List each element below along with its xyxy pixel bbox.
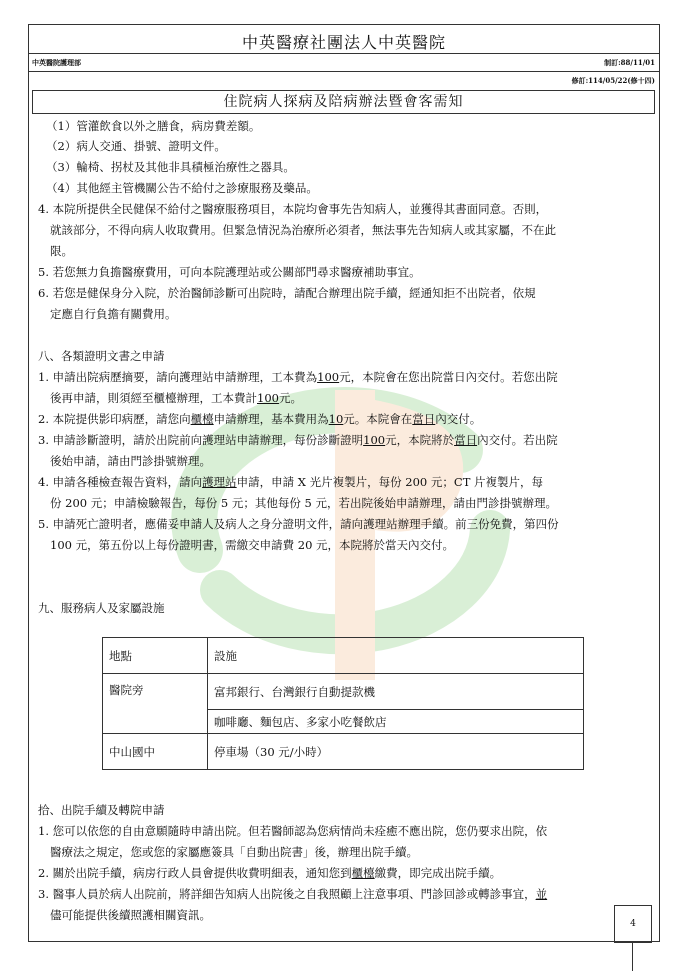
section8-item4-line1: 4. 申請各種檢查報告資料，請向護理站申請，申請 X 光片複製片，每份 200 元；CT 片複製片，每 [38,475,544,489]
facility-table [102,637,584,770]
paragraph-line: 5. 若您無力負擔醫療費用，可向本院護理站或公關部門尋求醫療補助事宜。 [38,265,421,279]
section8-item3-line2: 後始申請，請由門診掛號辦理。 [50,454,211,468]
section8-item1-line1: 1. 申請出院病歷摘要，請向護理站申請辦理，工本費為100元，本院會在您出院當日內交付。若您出院 [38,370,558,384]
table-row [103,674,584,710]
revised-date: 修訂:114/05/22(修十四) [571,76,655,85]
footer-line [632,943,633,971]
intro-item: （2）病人交通、掛號、證明文件。 [46,139,226,153]
table-cell-facility: 富邦銀行、台灣銀行自動提款機 [208,674,584,710]
table-header-cell: 設施 [208,638,584,674]
intro-item: （4）其他經主管機關公告不給付之診療服務及藥品。 [46,181,318,195]
table-header-cell: 地點 [103,638,208,674]
document-title: 住院病人探病及陪病辦法暨會客需知 [32,90,655,114]
header-divider-2 [28,71,660,72]
created-date: 制訂:88/11/01 [604,58,655,67]
section-heading: 拾、出院手續及轉院申請 [38,803,165,817]
section10-item1-line2: 醫療法之規定，您或您的家屬應簽具「自動出院書」後，辦理出院手續。 [50,845,418,859]
section8-item2: 2. 本院提供影印病歷，請您向櫃檯申請辦理，基本費用為10元。本院會在當日內交付。 [38,412,482,426]
table-row [103,638,584,674]
section8-item3-line1: 3. 申請診斷證明，請於出院前向護理站申請辦理，每份診斷證明100元，本院將於當日內交付。若出院 [38,433,558,447]
page-number: 4 [614,905,652,943]
section10-item2: 2. 關於出院手續，病房行政人員會提供收費明細表，通知您到櫃檯繳費，即完成出院手續。 [38,866,502,880]
section8-item4-line2: 份 200 元；申請檢驗報告，每份 5 元；其他每份 5 元，若出院後始申請辦理，請由門診掛號辦理。 [50,496,558,510]
table-cell-place: 醫院旁 [103,674,208,734]
table-cell-facility: 停車場（30 元/小時） [208,734,584,770]
hospital-name: 中英醫療社團法人中英醫院 [241,33,446,52]
intro-item: （1）管灌飲食以外之膳食，病房費差額。 [46,119,261,133]
section8-item1-line2: 後再申請，則須經至櫃檯辦理，工本費計100元。 [50,391,302,405]
paragraph-line: 定應自行負擔有關費用。 [50,307,177,321]
header-divider [28,53,660,54]
paragraph-line: 4. 本院所提供全民健保不給付之醫療服務項目，本院均會事先告知病人，並獲得其書面同意。否則， [38,202,548,216]
section10-item3-line1: 3. 醫事人員於病人出院前，將詳細告知病人出院後之自我照顧上注意事項、門診回診或轉診事宜，並 [38,887,548,901]
section-heading: 九、服務病人及家屬設施 [38,601,165,615]
department-label: 中英醫院護理部 [32,58,81,67]
paragraph-line: 限。 [50,244,73,258]
section-heading: 八、各類證明文書之申請 [38,349,165,363]
paragraph-line: 6. 若您是健保身分入院，於治醫師診斷可出院時，請配合辦理出院手續，經通知拒不出院者，依規 [38,286,536,300]
paragraph-line: 就該部分，不得向病人收取費用。但緊急情況為治療所必須者，無法事先告知病人或其家屬，不在此 [50,223,556,237]
section10-item3-line2: 儘可能提供後續照護相關資訊。 [50,908,211,922]
section8-item5-line1: 5. 申請死亡證明者，應備妥申請人及病人之身分證明文件，請向護理站辦理手續。前三份免費，第四份 [38,517,559,531]
table-cell-facility: 咖啡廳、麵包店、多家小吃餐飲店 [208,710,584,734]
section10-item1-line1: 1. 您可以依您的自由意願隨時申請出院。但若醫師認為您病情尚未痊癒不應出院，您仍要求出院，依 [38,824,548,838]
section8-item5-line2: 100 元，第五份以上每份證明書，需繳交申請費 20 元，本院將於當天內交付。 [50,538,455,552]
table-row [103,734,584,770]
table-cell-place: 中山國中 [103,734,208,770]
intro-item: （3）輪椅、拐杖及其他非具積極治療性之器具。 [46,160,295,174]
